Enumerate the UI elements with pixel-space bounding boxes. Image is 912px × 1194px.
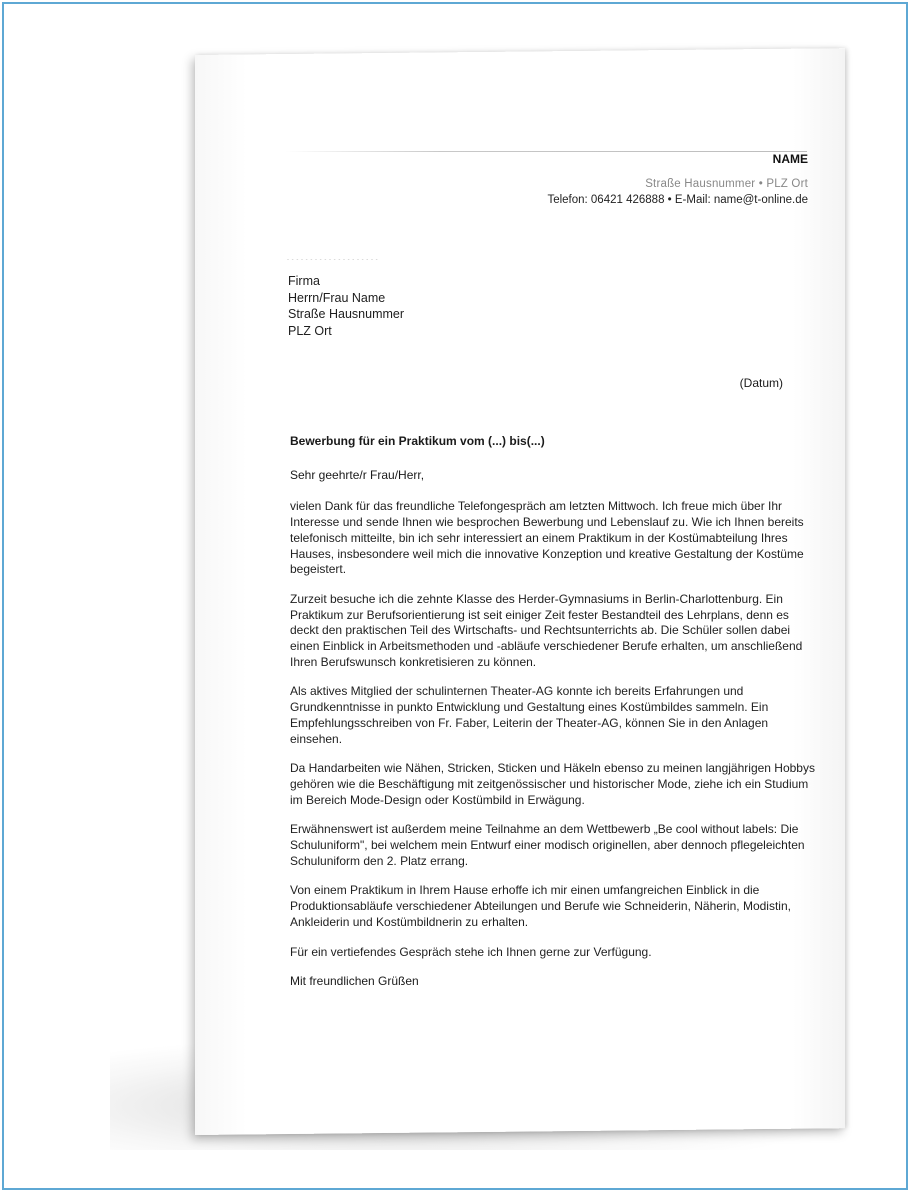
recipient-line: Herrn/Frau Name [288, 290, 386, 305]
body-paragraph: Für ein vertiefendes Gespräch stehe ich Ihnen gerne zur Verfügung. [290, 944, 652, 959]
body-paragraph: Erwähnenswert ist außerdem meine Teilnahme an dem Wettbewerb „Be cool without labels: Die Schuluniform", bei welchem mein Entwurf einer modisch originellen, aber dennoch pflegeleichten Schuluniform den 2. Platz errang. [290, 822, 805, 868]
letter-date: (Datum) [739, 376, 783, 390]
return-address-line: - - - - - - - - - - - - - - - - - - - - [287, 257, 379, 263]
body-paragraph: Von einem Praktikum in Ihrem Hause erhoffe ich mir einen umfangreichen Einblick in die Produktionsabläufe verschiedener Abteilungen und Berufe wie Schneiderin, Näherin, Modistin, Ankleiderin und Kostümbildnerin zu erhalten. [290, 883, 791, 929]
body-paragraph: Da Handarbeiten wie Nähen, Stricken, Sticken und Häkeln ebenso zu meinen langjährigen Hobbys gehören wie die Beschäftigung mit zeitgenössischer und historischer Mode, ziehe ich ein Studium im Bereich Mode-Design oder Kostümbild in Erwägung. [290, 761, 815, 807]
body-paragraph: Zurzeit besuche ich die zehnte Klasse des Herder-Gymnasiums in Berlin-Charlottenburg. Ein Praktikum zur Berufsorientierung ist seit einiger Zeit fester Bestandteil des Lehrplans, denn es deckt den praktischen Teil des Wirtschafts- und Rechtsunterrichts ab. Die Schüler sollen dabei einen Einblick in Arbeitsmethoden und -abläufe verschiedener Berufe erhalten, um anschließend Ihren Berufswunsch konkretisieren zu können. [290, 591, 803, 669]
recipient-line: PLZ Ort [288, 323, 332, 338]
sender-address: Straße Hausnummer • PLZ Ort [645, 178, 808, 190]
letter-salutation: Sehr geehrte/r Frau/Herr, [290, 467, 425, 482]
letter-paper [195, 55, 845, 1135]
recipient-line: Straße Hausnummer [288, 307, 405, 321]
letter-content [195, 55, 845, 1135]
sender-contact: Telefon: 06421 426888 • E-Mail: name@t-online.de [547, 194, 808, 206]
body-paragraph: vielen Dank für das freundliche Telefongespräch am letzten Mittwoch. Ich freue mich über Ihr Interesse und sende Ihnen wie besprochen Bewerbung und Lebenslauf zu. Wie ich Ihnen bereits telefonisch mitteilte, bin ich sehr interessiert an einem Praktikum in der Kostümabteilung Ihres Hauses, insbesondere weil mich die innovative Konzeption und kreative Gestaltung der Kostüme begeistert. [290, 499, 804, 577]
letter-subject: Bewerbung für ein Praktikum vom (...) bis(...) [290, 434, 545, 448]
recipient-block [288, 273, 404, 339]
body-paragraph: Als aktives Mitglied der schulinternen Theater-AG konnte ich bereits Erfahrungen und Grundkenntnisse in punkto Entwicklung und Gestaltung eines Kostümbildes sammeln. Ein Empfehlungsschreiben von Fr. Faber, Leiterin der Theater-AG, können Sie in den Anlagen einsehen. [290, 684, 769, 746]
sender-name: NAME [772, 152, 808, 166]
sender-block [547, 151, 808, 208]
recipient-line: Firma [288, 274, 320, 288]
letter-body [290, 434, 820, 990]
letter-closing: Mit freundlichen Grüßen [290, 974, 419, 989]
